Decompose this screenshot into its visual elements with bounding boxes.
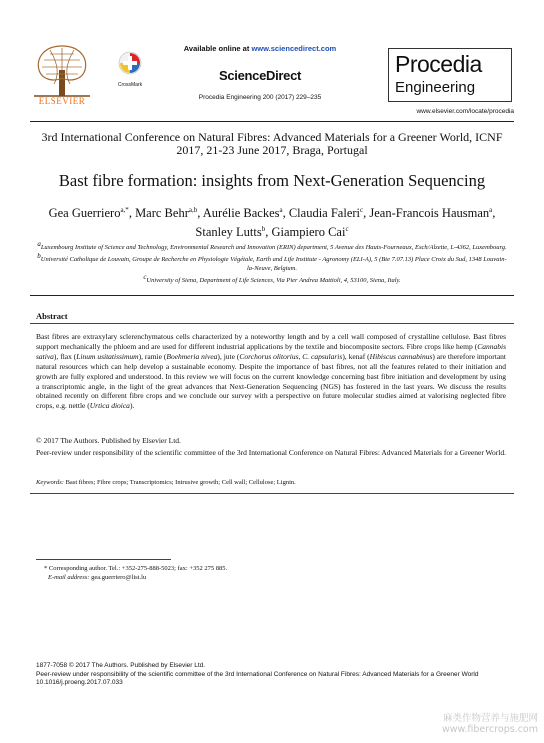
copyright-notice: © 2017 The Authors. Published by Elsevier Ltd. <box>36 436 181 445</box>
author-list: Gea Guerriero$^{a,*}$, Marc Behr$^{a,b}$, Aurélie Backes$^a$, Claudia Faleri$^c$, Jean-Francois Hausman$^a$, Stanley Lutts$^b$, Giampiero Cai$^c$ <box>48 206 496 240</box>
author-affiliation-mark: a <box>489 206 493 214</box>
abstract-heading-rule <box>30 323 514 324</box>
keywords <box>36 479 506 486</box>
author-name: Stanley Lutts <box>195 225 262 240</box>
keywords-list: Bast fibres; Fibre crops; Transcriptomics; Intrusive growth; Cell wall; Cellulose; Lignin. <box>65 479 296 486</box>
species-name: Linum usitatissimum <box>76 351 139 361</box>
abstract-heading: Abstract <box>36 311 68 321</box>
publication-info <box>36 662 506 688</box>
author-name: Claudia Faleri <box>288 206 361 221</box>
journal-url-link[interactable]: www.elsevier.com/locate/procedia <box>416 108 514 115</box>
email-link[interactable]: gea.guerriero@list.lu <box>91 574 147 581</box>
watermark-line1: 麻类作物营养与施肥网 <box>442 713 538 724</box>
paper-title: Bast fibre formation: insights from Next-Generation Sequencing <box>58 171 486 190</box>
affiliation <box>34 252 510 273</box>
species-name: Corchorus olitorius, C. capsularis <box>239 351 343 361</box>
crossmark-badge[interactable] <box>112 50 148 88</box>
elsevier-wordmark: ELSEVIER <box>38 96 86 106</box>
doi-link[interactable]: 10.1016/j.proeng.2017.07.033 <box>36 679 123 687</box>
procedia-engineering-logo <box>388 48 512 102</box>
issn-line: 1877-7058 © 2017 The Authors. Published by Elsevier Ltd. <box>36 662 206 669</box>
affiliation-text: Université Catholique de Louvain, Groupe de Recherche en Physiologie Végétale, Earth and Life Institute - Agronomy (ELI-A), 5 (Bte 7.07.13) Place Croix du Sud, 1348 Louvain-la-Neuve, Belgium. <box>40 256 507 273</box>
available-online-line <box>150 44 370 53</box>
email-label: E-mail address: <box>48 574 90 581</box>
affiliation <box>34 240 510 252</box>
journal-reference: Procedia Engineering 200 (2017) 229–235 <box>198 94 322 101</box>
author-name: Jean-Francois Hausman <box>369 206 490 221</box>
affiliation-text: Luxembourg Institute of Science and Technology, Environmental Research and Innovation (ERIN) department, 5 Avenue des Hauts-Fourneaux, Esch/Alzette, L-4362, Luxembourg. <box>40 244 507 252</box>
email-line <box>48 574 448 581</box>
author-affiliation-mark: a,* <box>120 206 129 214</box>
affiliation-mark: b <box>37 252 41 261</box>
author-affiliation-mark: b <box>261 225 266 234</box>
corresponding-author-note: * Corresponding author. Tel.: +352-275-888-5023; fax: +352 275 885. <box>44 565 228 572</box>
affiliation <box>34 273 510 285</box>
abstract-body: Bast fibres are extraxylary sclerenchymatous cells characterized by a noteworthy length and by a cell wall composed of crystalline cellulose. Bast fibres support mechanically the phloem and are used for different industrial applications by the textile and biocomposite sectors. Fibre crops like hemp (Cannabis sativa), flax (Linum usitatissimum), ramie (Boehmeria nivea), jute (Corchorus olitorius, C. capsularis), kenaf (Hibiscus cannabinus) are therefore important natural resources which can help develop a sustainable economy. Despite the importance of bast fibres, not all the features related to their initiation and growth are fully explored and understood. In this review we will focus on the current knowledge concerning bast fibre initiation and development by using a transcriptomic angle, in the light of the great advances that Next-Generation Sequencing (NGS) has fostered in the last years. We discuss the results obtained recently on different fibre crops and we conclude our survey with a perspective on future molecular studies aimed at valorising neglected fibre crops, e.g. nettle (Urtica dioica). <box>36 332 506 411</box>
species-name: Hibiscus cannabinus <box>369 351 433 361</box>
crossmark-label: CrossMark <box>117 82 143 88</box>
conference-line: 3rd International Conference on Natural Fibres: Advanced Materials for a Greener World, ICNF 2017, 21-23 June 2017, Braga, Portugal <box>41 130 503 157</box>
author-affiliation-mark: c <box>345 225 349 234</box>
sciencedirect-link[interactable]: www.sciencedirect.com <box>251 44 337 53</box>
bottom-peer-review: Peer-review under responsibility of the scientific committee of the 3rd International Conference on Natural Fibres: Advanced Materials for a Greener World <box>36 670 479 678</box>
watermark-line2: www.fibercrops.com <box>441 724 538 735</box>
affiliations <box>34 240 510 285</box>
author-affiliation-mark: a,b <box>188 206 198 214</box>
author-name: Giampiero Cai <box>271 225 346 240</box>
procedia-title: Procedia <box>395 51 482 77</box>
author-affiliation-mark: a <box>279 206 283 214</box>
keywords-rule <box>30 493 514 494</box>
author-name: Marc Behr <box>135 206 189 221</box>
site-watermark <box>392 713 538 735</box>
peer-review-statement: Peer-review under responsibility of the scientific committee of the 3rd International Conference on Natural Fibres: Advanced Materials for a Greener World. <box>36 448 506 457</box>
affiliation-text: University of Siena, Department of Life Sciences, Via Pier Andrea Mattioli, 4, 53100, Siena, Italy. <box>146 277 401 285</box>
species-name: Boehmeria nivea <box>166 351 218 361</box>
keywords-label: Keywords: <box>36 479 64 486</box>
sciencedirect-wordmark: ScienceDirect <box>218 68 302 83</box>
available-prefix: Available online at <box>183 44 250 53</box>
affiliation-mark: a <box>37 240 41 248</box>
footnote-rule <box>36 559 171 560</box>
affiliation-mark: c <box>143 273 147 282</box>
engineering-title: Engineering <box>395 79 476 96</box>
crossmark-icon <box>112 50 148 76</box>
species-name: Urtica dioica <box>89 401 130 411</box>
author-name: Aurélie Backes <box>202 206 280 221</box>
species-name: Cannabis sativa <box>36 341 506 361</box>
header-divider <box>30 121 514 122</box>
author-affiliation-mark: c <box>360 206 364 214</box>
abstract-top-rule <box>30 295 514 296</box>
author-name: Gea Guerriero <box>48 206 121 221</box>
